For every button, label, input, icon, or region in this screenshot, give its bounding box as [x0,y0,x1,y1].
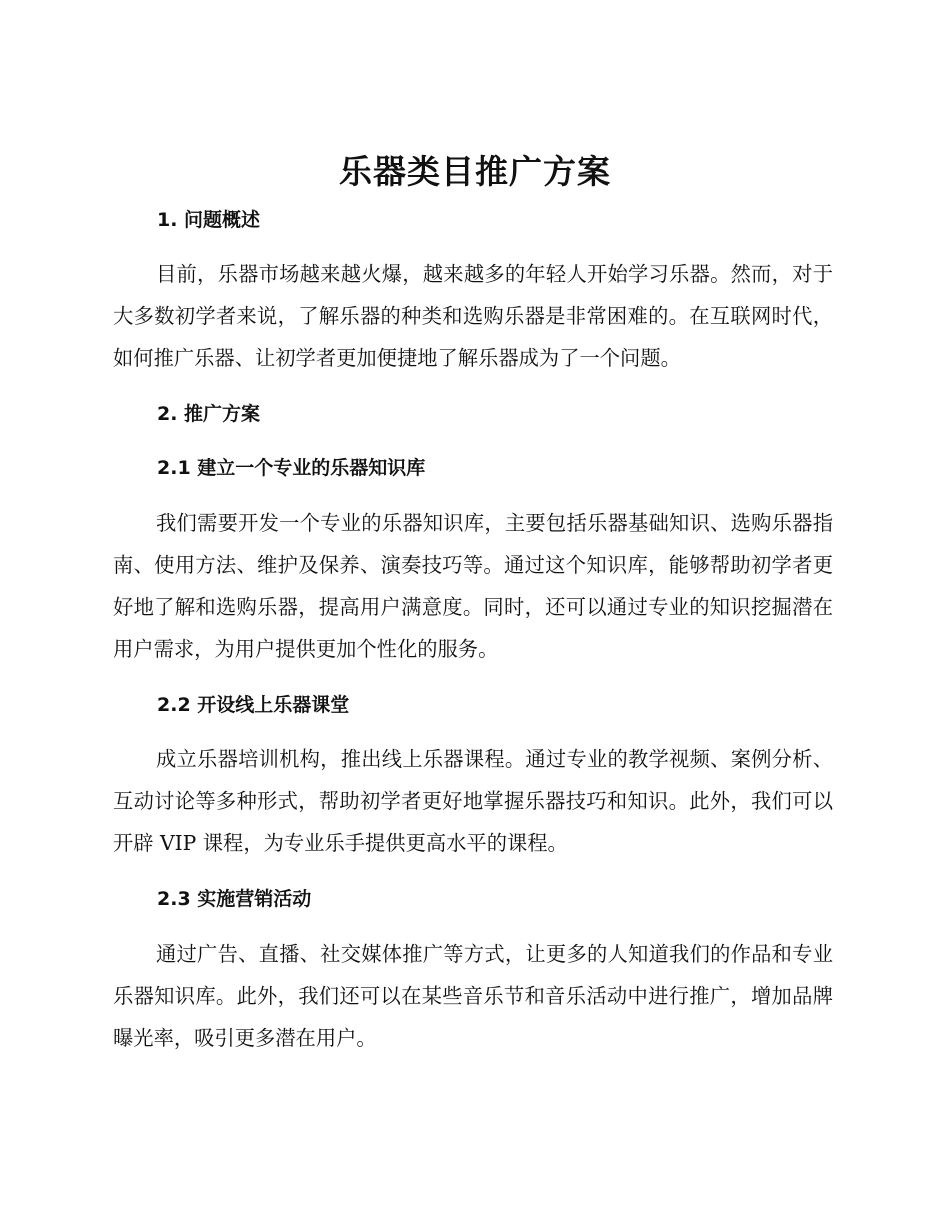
paragraph-online-classroom: 成立乐器培训机构，推出线上乐器课程。通过专业的教学视频、案例分析、互动讨论等多种形式，帮助初学者更好地掌握乐器技巧和知识。此外，我们可以开辟 VIP 课程，为专业乐手提供更高水平的课程。 [113,747,833,855]
paragraph-marketing: 通过广告、直播、社交媒体推广等方式，让更多的人知道我们的作品和专业乐器知识库。此外，我们还可以在某些音乐节和音乐活动中进行推广，增加品牌曝光率，吸引更多潜在用户。 [113,942,833,1050]
section-heading-online-classroom: 2.2 开设线上乐器课堂 [157,694,350,716]
section-heading-marketing: 2.3 实施营销活动 [157,888,312,910]
section-heading-problem-overview: 1. 问题概述 [157,209,261,231]
section-heading-knowledge-base: 2.1 建立一个专业的乐器知识库 [157,457,426,479]
document-title: 乐器类目推广方案 [339,152,611,191]
section-heading-promotion-plan: 2. 推广方案 [157,403,261,425]
paragraph-problem-overview: 目前，乐器市场越来越火爆，越来越多的年轻人开始学习乐器。然而，对于大多数初学者来说，了解乐器的种类和选购乐器是非常困难的。在互联网时代，如何推广乐器、让初学者更加便捷地了解乐器成为了一个问题。 [113,262,833,370]
paragraph-knowledge-base: 我们需要开发一个专业的乐器知识库，主要包括乐器基础知识、选购乐器指南、使用方法、维护及保养、演奏技巧等。通过这个知识库，能够帮助初学者更好地了解和选购乐器，提高用户满意度。同时，还可以通过专业的知识挖掘潜在用户需求，为用户提供更加个性化的服务。 [113,511,833,661]
